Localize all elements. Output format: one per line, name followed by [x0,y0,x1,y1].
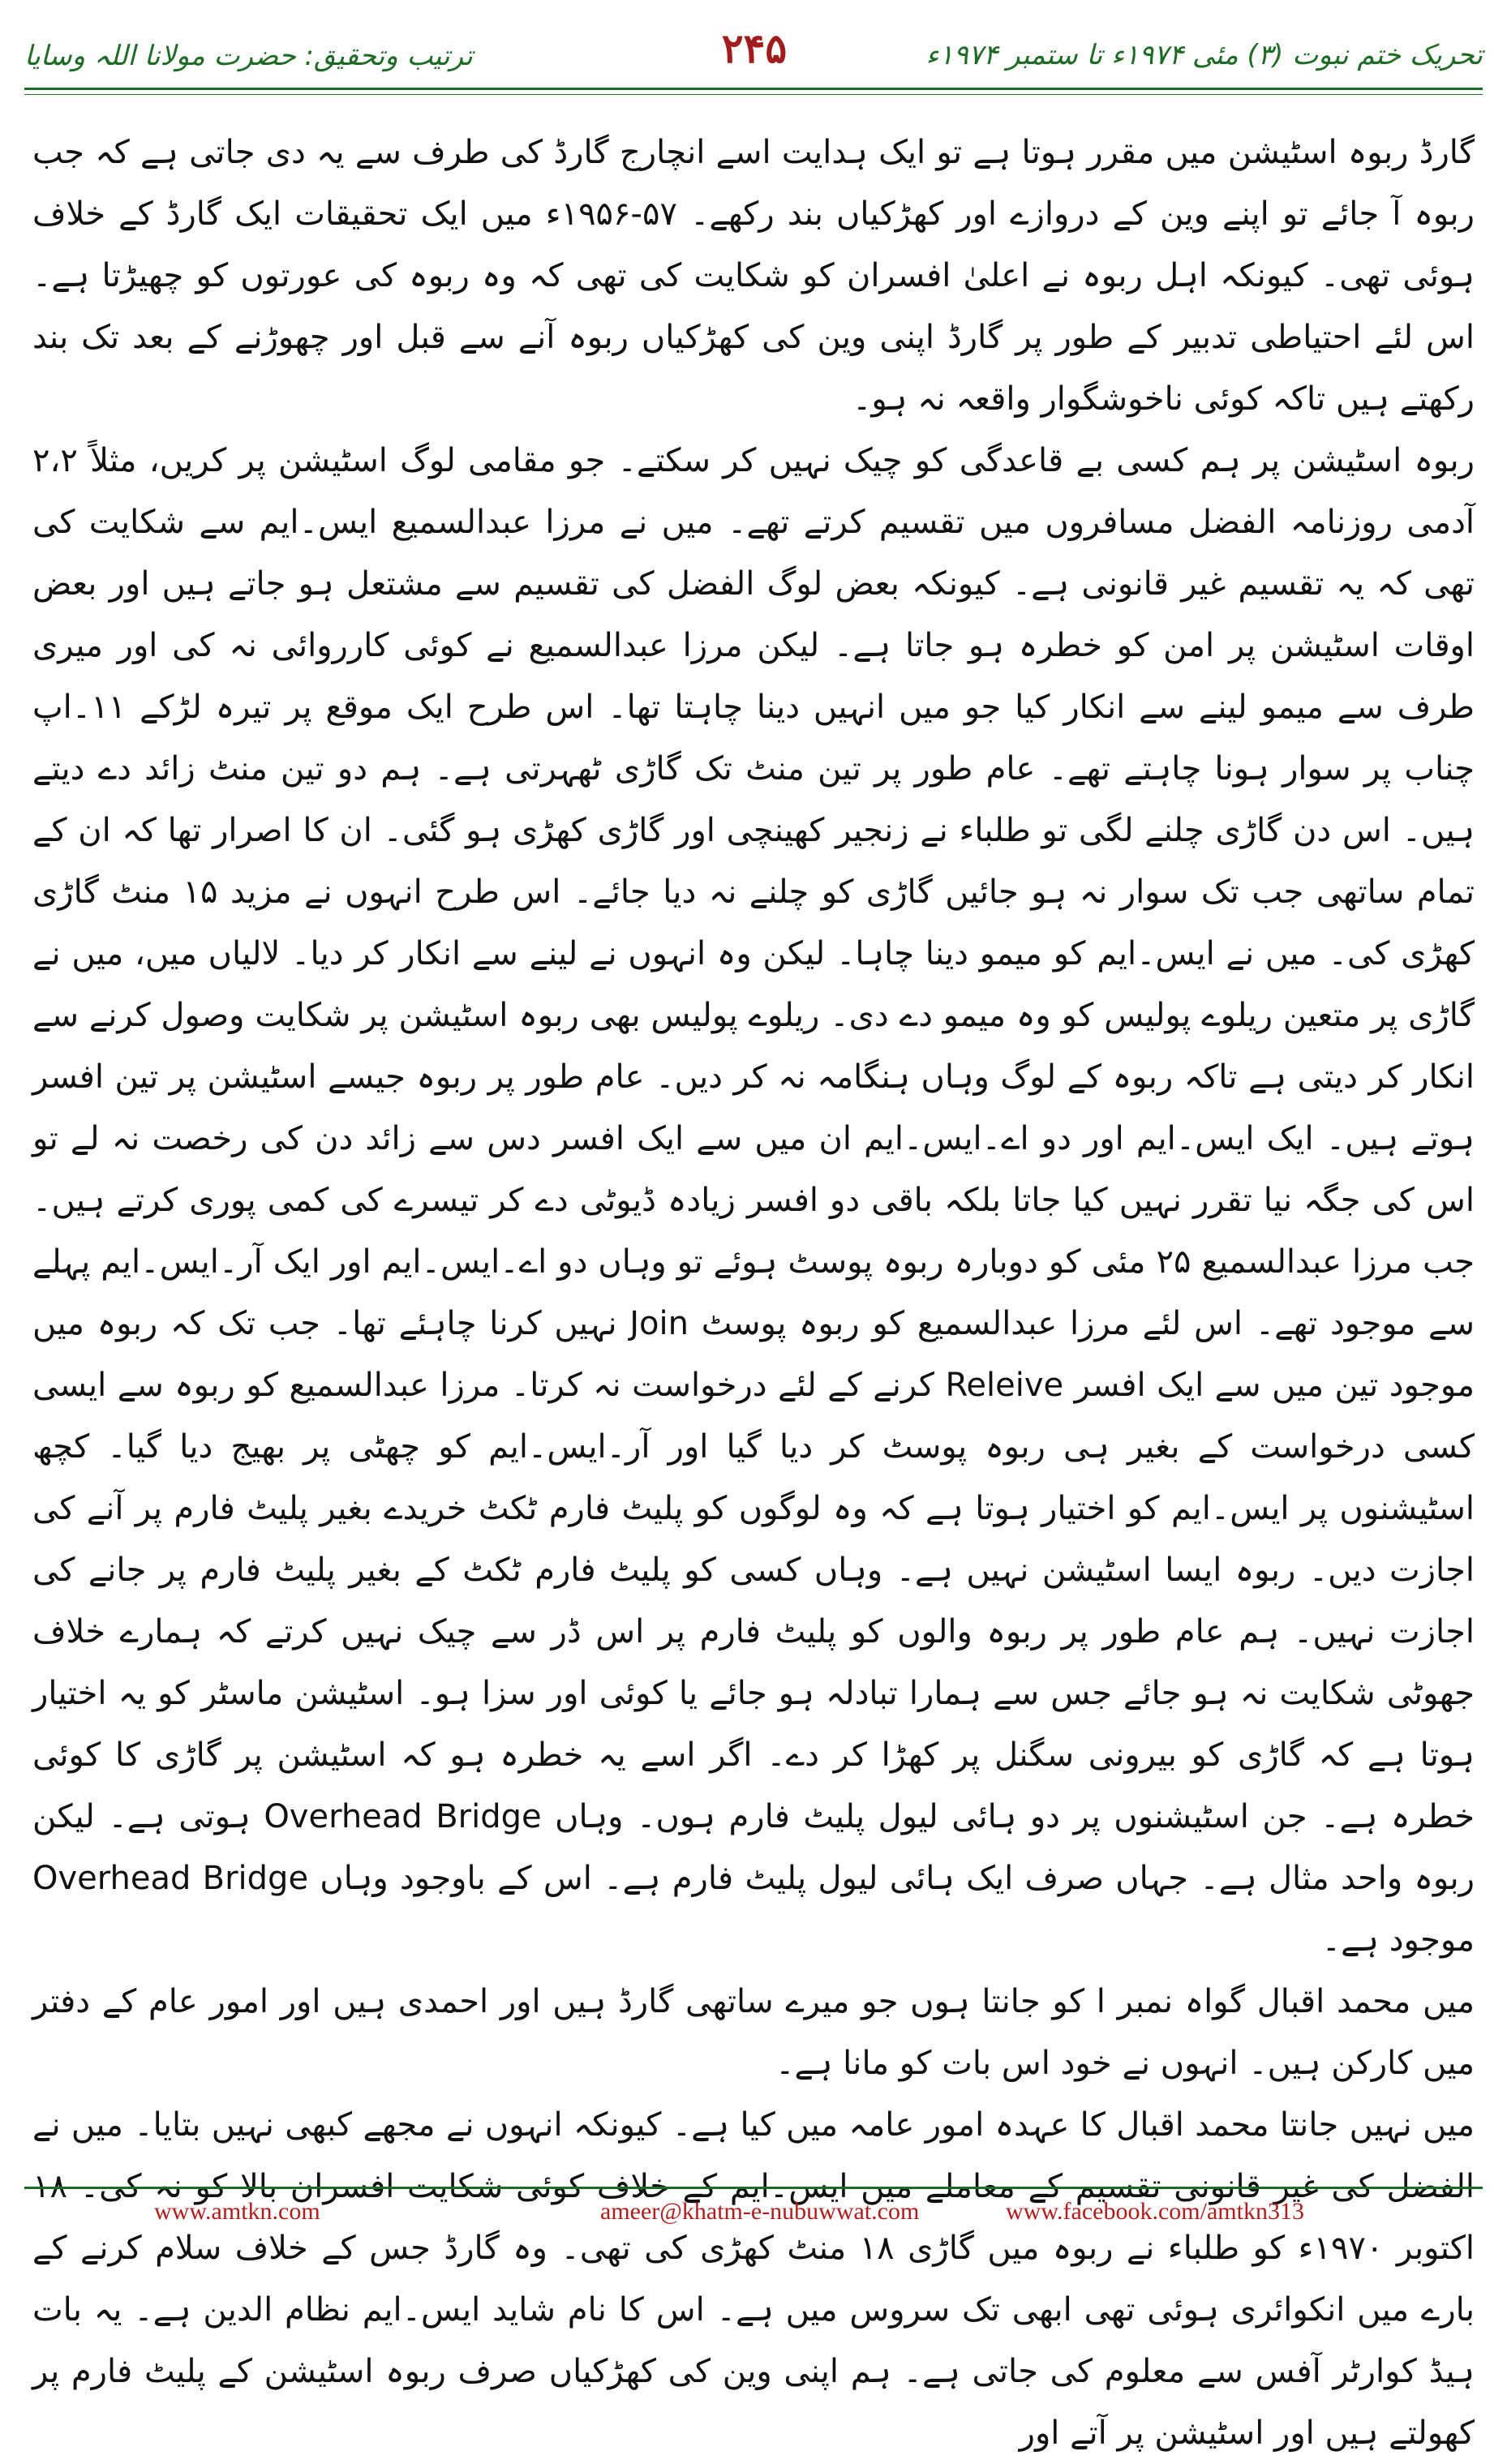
book-title: تحریک ختم نبوت (۳) مئی ۱۹۷۴ء تا ستمبر ۱۹۷۴ء [925,39,1483,71]
page-number: ۲۴۵ [721,24,788,72]
paragraph-4: میں نہیں جانتا محمد اقبال کا عہدہ امور عامہ میں کیا ہے۔ کیونکہ انہوں نے مجھے کبھی نہیں بتایا۔ میں نے الفضل کی غیر قانونی تقسیم کے معاملے میں ایس۔ایم کے خلاف کوئی شکایت افسران بالا کو نہ کی۔ ۱۸ اکتوبر ۱۹۷۰ء کو طلباء نے ربوہ میں گاڑی ۱۸ منٹ کھڑی کی تھی۔ وہ گارڈ جس کے خلاف سلام کرنے کے بارے میں انکوائری ہوئی تھی ابھی تک سروس میں ہے۔ اس کا نام شاید ایس۔ایم نظام الدین ہے۔ یہ بات ہیڈ کوارٹر آفس سے معلوم کی جاتی ہے۔ ہم اپنی وین کی کھڑکیاں صرف ربوہ اسٹیشن کے پلیٹ فارم پر کھولتے ہیں اور اسٹیشن پر آتے اور [32,2106,1475,2452]
compiler-credit: ترتیب وتحقیق: حضرت مولانا اللہ وسایا [24,40,473,72]
footer-email-link[interactable]: ameer@khatm-e-nubuwwat.com [600,2198,920,2225]
footer-facebook-link[interactable]: www.facebook.com/amtkn313 [1006,2198,1304,2225]
paragraph-3: میں محمد اقبال گواہ نمبر ا کو جانتا ہوں جو میرے ساتھی گارڈ ہیں اور احمدی ہیں اور امور عام کے دفتر میں کارکن ہیں۔ انہوں نے خود اس بات کو مانا ہے۔ [32,1983,1475,2082]
header-divider-thin [24,94,1483,95]
footer-divider [24,2187,1483,2189]
footer-website-link[interactable]: www.amtkn.com [154,2198,320,2225]
page-header [0,0,1507,96]
header-divider-thick [24,88,1483,90]
paragraph-1: گارڈ ربوہ اسٹیشن میں مقرر ہوتا ہے تو ایک ہدایت اسے انچارج گارڈ کی طرف سے یہ دی جاتی ہے کہ جب ربوہ آ جائے تو اپنے وین کے دروازے اور کھڑکیاں بند رکھے۔ ۵۷-۱۹۵۶ء میں ایک تحقیقات ایک گارڈ کے خلاف ہوئی تھی۔ کیونکہ اہل ربوہ نے اعلیٰ افسران کو شکایت کی تھی کہ وہ ربوہ کی عورتوں کو چھیڑتا ہے۔ اس لئے احتیاطی تدبیر کے طور پر گارڈ اپنی وین کی کھڑکیاں ربوہ آنے سے قبل اور چھوڑنے کے بعد تک بند رکھتے ہیں تاکہ کوئی ناخوشگوار واقعہ نہ ہو۔ [32,134,1475,418]
paragraph-2: ربوہ اسٹیشن پر ہم کسی بے قاعدگی کو چیک نہیں کر سکتے۔ جو مقامی لوگ اسٹیشن پر کریں، مثلاً ۲،۲ آدمی روزنامہ الفضل مسافروں میں تقسیم کرتے تھے۔ میں نے مرزا عبدالسمیع ایس۔ایم سے شکایت کی تھی کہ یہ تقسیم غیر قانونی ہے۔ کیونکہ بعض لوگ الفضل کی تقسیم سے مشتعل ہو جاتے ہیں اور بعض اوقات اسٹیشن پر امن کو خطرہ ہو جاتا ہے۔ لیکن مرزا عبدالسمیع نے کوئی کارروائی نہ کی اور میری طرف سے میمو لینے سے انکار کیا جو میں انہیں دینا چاہتا تھا۔ اس طرح ایک موقع پر تیرہ لڑکے ۱۱۔اپ چناب پر سوار ہونا چاہتے تھے۔ عام طور پر تین منٹ تک گاڑی ٹھہرتی ہے۔ ہم دو تین منٹ زائد دے دیتے ہیں۔ اس دن گاڑی چلنے لگی تو طلباء نے زنجیر کھینچی اور گاڑی کھڑی ہو گئی۔ ان کا اصرار تھا کہ ان کے تمام ساتھی جب تک سوار نہ ہو جائیں گاڑی کو چلنے نہ دیا جائے۔ اس طرح انہوں نے مزید ۱۵ منٹ گاڑی کھڑی کی۔ میں نے ایس۔ایم کو میمو دینا چاہا۔ لیکن وہ انہوں نے لینے سے انکار کر دیا۔ لالیاں میں، میں نے گاڑی پر متعین ریلوے پولیس کو وہ میمو دے دی۔ ریلوے پولیس بھی ربوہ اسٹیشن پر شکایت وصول کرنے سے انکار کر دیتی ہے تاکہ ربوہ کے لوگ وہاں ہنگامہ نہ کر دیں۔ عام طور پر ربوہ جیسے اسٹیشن پر تین افسر ہوتے ہیں۔ ایک ایس۔ایم اور دو اے۔ایس۔ایم ان میں سے ایک افسر دس سے زائد دن کی رخصت نہ لے تو اس کی جگہ نیا تقرر نہیں کیا جاتا بلکہ باقی دو افسر زیادہ ڈیوٹی دے کر تیسرے کی کمی پوری کرتے ہیں۔ جب مرزا عبدالسمیع ۲۵ مئی کو دوبارہ ربوہ پوسٹ ہوئے تو وہاں دو اے۔ایس۔ایم اور ایک آر۔ایس۔ایم پہلے سے موجود تھے۔ اس لئے مرزا عبدالسمیع کو ربوہ پوسٹ Join نہیں کرنا چاہئے تھا۔ جب تک کہ ربوہ میں موجود تین میں سے ایک افسر Releive کرنے کے لئے درخواست نہ کرتا۔ مرزا عبدالسمیع کو ربوہ سے ایسی کسی درخواست کے بغیر ہی ربوہ پوسٹ کر دیا گیا اور آر۔ایس۔ایم کو چھٹی پر بھیج دیا گیا۔ کچھ اسٹیشنوں پر ایس۔ایم کو اختیار ہوتا ہے کہ وہ لوگوں کو پلیٹ فارم ٹکٹ خریدے بغیر پلیٹ فارم پر آنے کی اجازت دیں۔ ربوہ ایسا اسٹیشن نہیں ہے۔ وہاں کسی کو پلیٹ فارم ٹکٹ کے بغیر پلیٹ فارم پر جانے کی اجازت نہیں۔ ہم عام طور پر ربوہ والوں کو پلیٹ فارم پر اس ڈر سے چیک نہیں کرتے کہ ہمارے خلاف جھوٹی شکایت نہ ہو جائے جس سے ہمارا تبادلہ ہو جائے یا کوئی اور سزا ہو۔ اسٹیشن ماسٹر کو یہ اختیار ہوتا ہے کہ گاڑی کو بیرونی سگنل پر کھڑا کر دے۔ اگر اسے یہ خطرہ ہو کہ اسٹیشن پر گاڑی کا کوئی خطرہ ہے۔ جن اسٹیشنوں پر دو ہائی لیول پلیٹ فارم ہوں۔ وہاں Overhead Bridge ہوتی ہے۔ لیکن ربوہ واحد مثال ہے۔ جہاں صرف ایک ہائی لیول پلیٹ فارم ہے۔ اس کے باوجود وہاں Overhead Bridge موجود ہے۔ [32,442,1475,1959]
page-footer [0,2190,1507,2239]
